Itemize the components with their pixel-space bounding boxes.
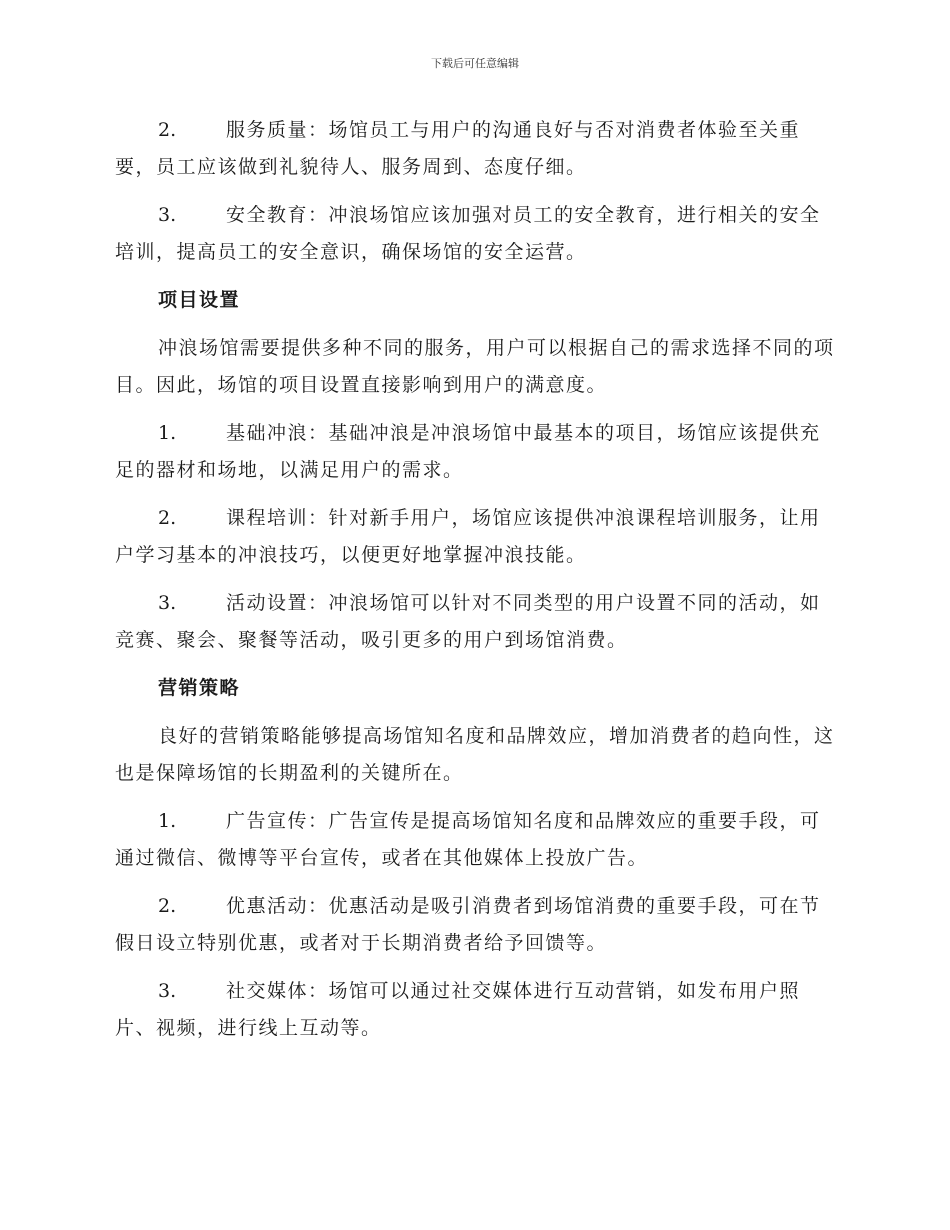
list-item bbox=[115, 500, 835, 574]
list-text: 课程培训：针对新手用户，场馆应该提供冲浪课程培训服务，让用户学习基本的冲浪技巧，以便更好地掌握冲浪技能。 bbox=[115, 507, 821, 566]
list-text: 基础冲浪：基础冲浪是冲浪场馆中最基本的项目，场馆应该提供充足的器材和场地，以满足用户的需求。 bbox=[115, 422, 821, 481]
list-item bbox=[115, 415, 835, 489]
list-text: 优惠活动：优惠活动是吸引消费者到场馆消费的重要手段，可在节假日设立特别优惠，或者对于长期消费者给予回馈等。 bbox=[115, 895, 821, 954]
list-item bbox=[115, 585, 835, 659]
list-number: 3. bbox=[158, 592, 177, 614]
paragraph-projects-intro: 冲浪场馆需要提供多种不同的服务，用户可以根据自己的需求选择不同的项目。因此，场馆的项目设置直接影响到用户的满意度。 bbox=[115, 337, 835, 396]
section-heading-marketing: 营销策略 bbox=[158, 677, 241, 699]
list-number: 2. bbox=[158, 507, 177, 529]
page-header: 下载后可任意编辑 bbox=[431, 57, 519, 70]
paragraph-marketing-intro: 良好的营销策略能够提高场馆知名度和品牌效应，增加消费者的趋向性，这也是保障场馆的长期盈利的关键所在。 bbox=[115, 725, 835, 784]
list-number: 1. bbox=[158, 422, 177, 444]
document-body bbox=[115, 112, 835, 1058]
list-text: 广告宣传：广告宣传是提高场馆知名度和品牌效应的重要手段，可通过微信、微博等平台宣传，或者在其他媒体上投放广告。 bbox=[115, 810, 821, 869]
list-item bbox=[115, 888, 835, 962]
list-number: 3. bbox=[158, 980, 177, 1002]
list-item bbox=[115, 973, 835, 1047]
list-number: 2. bbox=[158, 895, 177, 917]
list-text: 活动设置：冲浪场馆可以针对不同类型的用户设置不同的活动，如竞赛、聚会、聚餐等活动，吸引更多的用户到场馆消费。 bbox=[115, 592, 821, 651]
list-item bbox=[115, 197, 835, 271]
list-number: 3. bbox=[158, 204, 177, 226]
list-text: 安全教育：冲浪场馆应该加强对员工的安全教育，进行相关的安全培训，提高员工的安全意识，确保场馆的安全运营。 bbox=[115, 204, 821, 263]
list-number: 2. bbox=[158, 119, 177, 141]
list-item bbox=[115, 803, 835, 877]
list-text: 社交媒体：场馆可以通过社交媒体进行互动营销，如发布用户照片、视频，进行线上互动等。 bbox=[115, 980, 801, 1039]
list-number: 1. bbox=[158, 810, 177, 832]
section-heading-projects: 项目设置 bbox=[158, 289, 241, 311]
list-item bbox=[115, 112, 835, 186]
list-text: 服务质量：场馆员工与用户的沟通良好与否对消费者体验至关重要，员工应该做到礼貌待人、服务周到、态度仔细。 bbox=[115, 119, 801, 178]
